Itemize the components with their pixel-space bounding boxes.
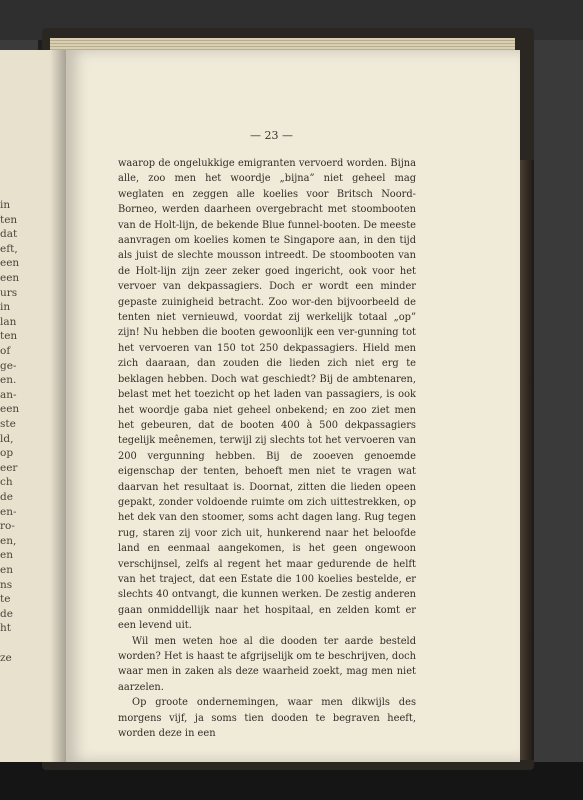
left-page-fragment: ro-	[0, 520, 15, 533]
left-page-fragment: te	[0, 593, 11, 606]
left-page-fragment: een	[0, 272, 20, 284]
left-page-fragment: ten	[0, 213, 18, 226]
left-page-fragment: en	[0, 549, 13, 562]
left-page-fragment: de	[0, 607, 13, 620]
left-page-fragment: ld,	[0, 432, 14, 445]
left-page-fragment: en	[0, 564, 13, 576]
left-page-fragment: een	[0, 257, 20, 270]
page-number: — 23 —	[250, 129, 293, 142]
left-page-fragment: ns	[0, 578, 13, 591]
left-page-fragment: de	[0, 491, 13, 503]
body-text	[118, 156, 416, 741]
left-page-fragment: ht	[0, 622, 11, 635]
paragraph: waarop de ongelukkige emigranten vervoerd worden. Bijna alle, zoo men het woordje „bijna” niet geheel mag weglaten en zeggen alle koelies voor Britsch Noord-Borneo, werden daarheen overgebracht met stoombooten van de Holt-lijn, de bekende Blue funnel-booten. De meeste aanvragen om koelies komen te Singapore aan, in den tijd als juist de slechte mousson intreedt. De stoombooten van de Holt-lijn zijn zeer zeker goed ingericht, ook voor het vervoer van dekpassagiers. Doch er wordt een minder gepaste zuinigheid betracht. Zoo wor-den bijvoorbeeld de tenten niet vernieuwd, voordat zij werkelijk totaal „op” zijn! Nu hebben die booten gewoonlijk een ver-gunning tot het vervoeren van 150 tot 250 dekpassagiers. Hield men zich daaraan, dan zouden die lieden zich niet erg te beklagen hebben. Doch wat geschiedt? Bij de ambtenaren, belast met het toezicht op het laden van passagiers, is ook het woordje gaba niet geheel onbekend; en zoo ziet men het gebeuren, dat de booten 400 à 500 dekpassagiers tegelijk meênemen, terwijl zij slechts tot het vervoeren van 200 vergunning hebben. Bij de zooeven genoemde eigenschap der tenten, behoeft men niet te vragen wat daarvan het resultaat is. Doornat, zitten die lieden opeen gepakt, zonder voldoende ruimte om zich uittestrekken, op het dek van den stoomer, soms acht dagen lang. Rug tegen rug, staren zij voor zich uit, hunkerend naar het beloofde land en eenmaal aangekomen, is het geen ongewoon verschijnsel, zelfs al regent het maar gedurende de helft van het traject, dat een Estate die 100 koelies bestelde, er slechts 40 ontvangt, die kunnen werken. De zestig anderen gaan onmiddellijk naar het hospitaal, en zelden komt er een levend uit.	[118, 158, 416, 632]
left-page-fragment: eft,	[0, 242, 18, 255]
left-page-fragment: ze	[0, 651, 12, 664]
left-page-fragment: en.	[0, 374, 17, 387]
left-page-fragment: eer	[0, 461, 18, 474]
left-page-fragment: in	[0, 301, 11, 314]
left-page-fragment: dat	[0, 228, 18, 241]
left-page-fragment: an-	[0, 388, 17, 401]
left-page-fragment: of	[0, 345, 11, 357]
left-page-fragment: ch	[0, 476, 13, 489]
book-spine-edge	[520, 160, 534, 760]
left-page-fragment: op	[0, 447, 14, 460]
left-page-fragment: ste	[0, 418, 16, 430]
paragraph: Wil men weten hoe al die dooden ter aarde besteld worden? Het is haast te afgrijselijk om te beschrijven, doch waar men in zaken als deze waarheid zoekt, mag men niet aarzelen.	[118, 635, 416, 693]
left-page-fragment: in	[0, 199, 11, 211]
left-page-fragment: lan	[0, 315, 17, 328]
left-page-fragment: urs	[0, 286, 18, 299]
left-page-fragment: ge-	[0, 359, 17, 372]
left-page-fragment: en-	[0, 505, 17, 518]
left-page-fragment: ten	[0, 330, 18, 343]
left-page-fragment: en,	[0, 534, 17, 547]
paragraph: Op groote ondernemingen, waar men dikwijls des morgens vijf, ja soms tien dooden te begraven heeft, worden deze in een	[118, 697, 416, 740]
left-page-fragment: een	[0, 403, 20, 416]
